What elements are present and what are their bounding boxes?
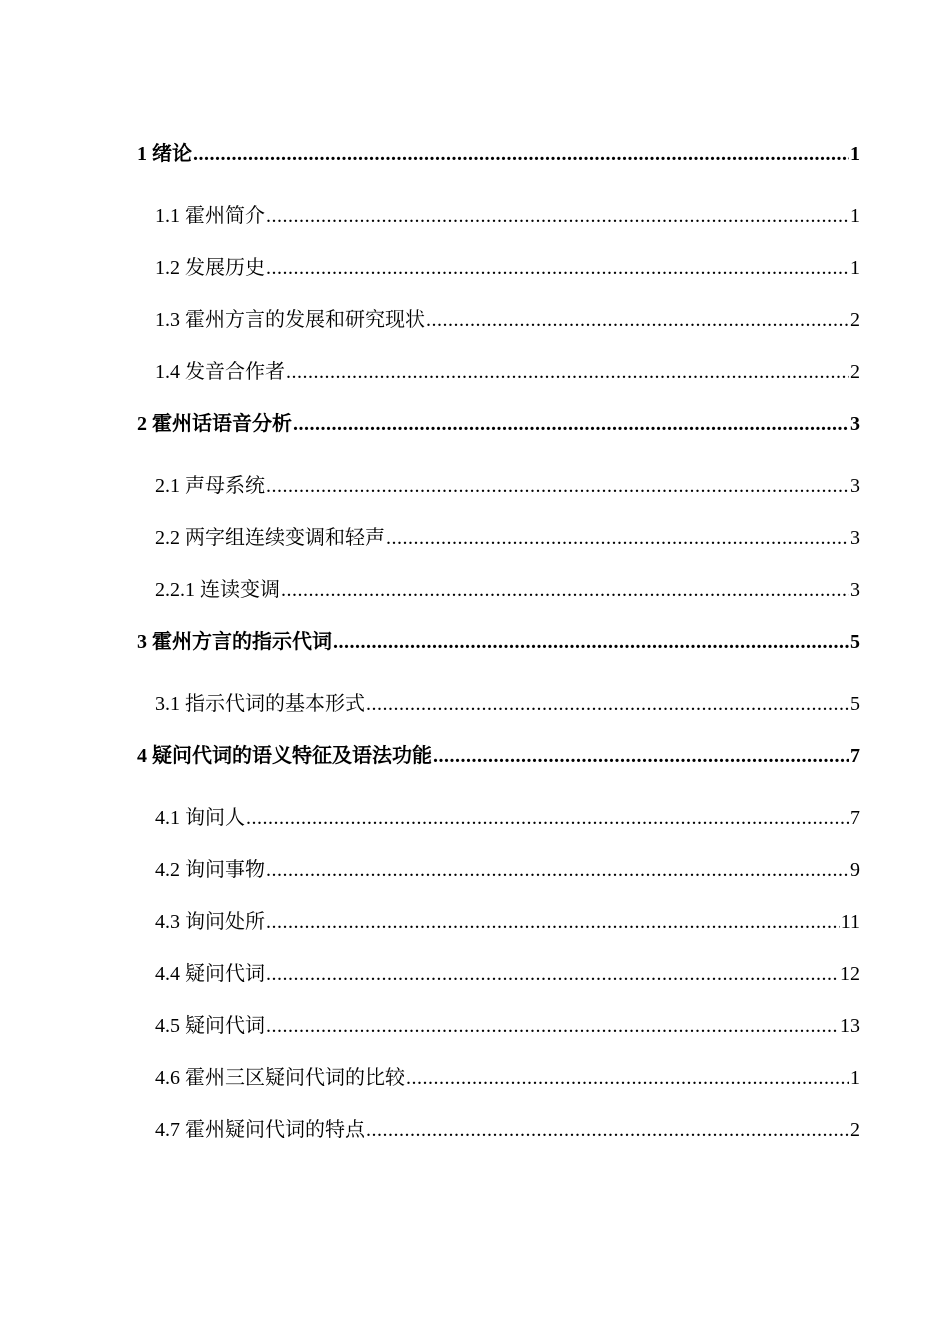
toc-dot-leader xyxy=(293,402,849,446)
toc-dot-leader xyxy=(266,246,849,290)
toc-entry-title: 2.2.1 连读变调 xyxy=(155,579,280,601)
toc-dot-leader xyxy=(286,350,849,394)
toc-dot-leader xyxy=(433,734,849,778)
toc-dot-leader xyxy=(426,298,849,342)
toc-dot-leader xyxy=(281,568,849,612)
toc-entry-page: 3 xyxy=(850,475,860,497)
toc-entry-title: 2.2 两字组连续变调和轻声 xyxy=(155,527,385,549)
toc-entry-page: 5 xyxy=(850,693,860,715)
toc-dot-leader xyxy=(366,1108,849,1152)
toc-entry[interactable] xyxy=(137,568,860,620)
toc-entry-title: 4.2 询问事物 xyxy=(155,859,265,881)
toc-entry[interactable] xyxy=(137,682,860,734)
toc-dot-leader xyxy=(246,796,849,840)
toc-entry-page: 3 xyxy=(850,527,860,549)
toc-entry-page: 1 xyxy=(850,143,860,165)
toc-dot-leader xyxy=(406,1056,849,1100)
toc-entry-page: 3 xyxy=(850,579,860,601)
toc-entry-title: 4.7 霍州疑问代词的特点 xyxy=(155,1119,365,1141)
toc-entry[interactable] xyxy=(137,620,860,682)
toc-entry-page: 11 xyxy=(840,911,860,933)
toc-entry[interactable] xyxy=(137,194,860,246)
table-of-contents xyxy=(137,132,860,1160)
toc-dot-leader xyxy=(266,900,840,944)
toc-entry-title: 2.1 声母系统 xyxy=(155,475,265,497)
toc-entry[interactable] xyxy=(137,464,860,516)
toc-entry-title: 4.3 询问处所 xyxy=(155,911,265,933)
toc-dot-leader xyxy=(266,848,849,892)
toc-entry-page: 1 xyxy=(850,205,860,227)
toc-entry-page: 9 xyxy=(850,859,860,881)
toc-entry-title: 4.5 疑问代词 xyxy=(155,1015,265,1037)
toc-entry[interactable] xyxy=(137,848,860,900)
toc-entry-page: 2 xyxy=(850,309,860,331)
toc-entry-title: 3 霍州方言的指示代词 xyxy=(137,631,332,653)
toc-entry-title: 4 疑问代词的语义特征及语法功能 xyxy=(137,745,432,767)
toc-entry[interactable] xyxy=(137,1004,860,1056)
toc-entry[interactable] xyxy=(137,516,860,568)
toc-entry[interactable] xyxy=(137,298,860,350)
toc-entry[interactable] xyxy=(137,246,860,298)
toc-entry-page: 3 xyxy=(850,413,860,435)
toc-entry-page: 1 xyxy=(850,257,860,279)
toc-entry[interactable] xyxy=(137,952,860,1004)
toc-entry-page: 5 xyxy=(850,631,860,653)
toc-entry-title: 1.3 霍州方言的发展和研究现状 xyxy=(155,309,425,331)
toc-entry[interactable] xyxy=(137,1056,860,1108)
toc-entry-title: 1.1 霍州简介 xyxy=(155,205,265,227)
toc-dot-leader xyxy=(366,682,849,726)
toc-dot-leader xyxy=(266,194,849,238)
toc-entry[interactable] xyxy=(137,350,860,402)
toc-entry[interactable] xyxy=(137,402,860,464)
toc-entry-page: 7 xyxy=(850,745,860,767)
toc-dot-leader xyxy=(386,516,849,560)
toc-entry-title: 2 霍州话语音分析 xyxy=(137,413,292,435)
toc-entry-title: 4.1 询问人 xyxy=(155,807,245,829)
toc-entry[interactable] xyxy=(137,796,860,848)
toc-dot-leader xyxy=(266,1004,839,1048)
toc-entry-title: 1.2 发展历史 xyxy=(155,257,265,279)
toc-entry[interactable] xyxy=(137,734,860,796)
toc-entry[interactable] xyxy=(137,900,860,952)
toc-entry-title: 1 绪论 xyxy=(137,143,192,165)
toc-entry-page: 1 xyxy=(850,1067,860,1089)
toc-entry[interactable] xyxy=(137,132,860,194)
toc-dot-leader xyxy=(266,464,849,508)
toc-entry-title: 4.6 霍州三区疑问代词的比较 xyxy=(155,1067,405,1089)
toc-entry-page: 2 xyxy=(850,361,860,383)
toc-entry-title: 4.4 疑问代词 xyxy=(155,963,265,985)
toc-entry-page: 2 xyxy=(850,1119,860,1141)
toc-entry[interactable] xyxy=(137,1108,860,1160)
toc-entry-page: 7 xyxy=(850,807,860,829)
toc-entry-title: 3.1 指示代词的基本形式 xyxy=(155,693,365,715)
toc-dot-leader xyxy=(266,952,839,996)
toc-dot-leader xyxy=(333,620,849,664)
toc-entry-title: 1.4 发音合作者 xyxy=(155,361,285,383)
toc-entry-page: 12 xyxy=(840,963,860,985)
toc-dot-leader xyxy=(193,132,849,176)
toc-entry-page: 13 xyxy=(840,1015,860,1037)
